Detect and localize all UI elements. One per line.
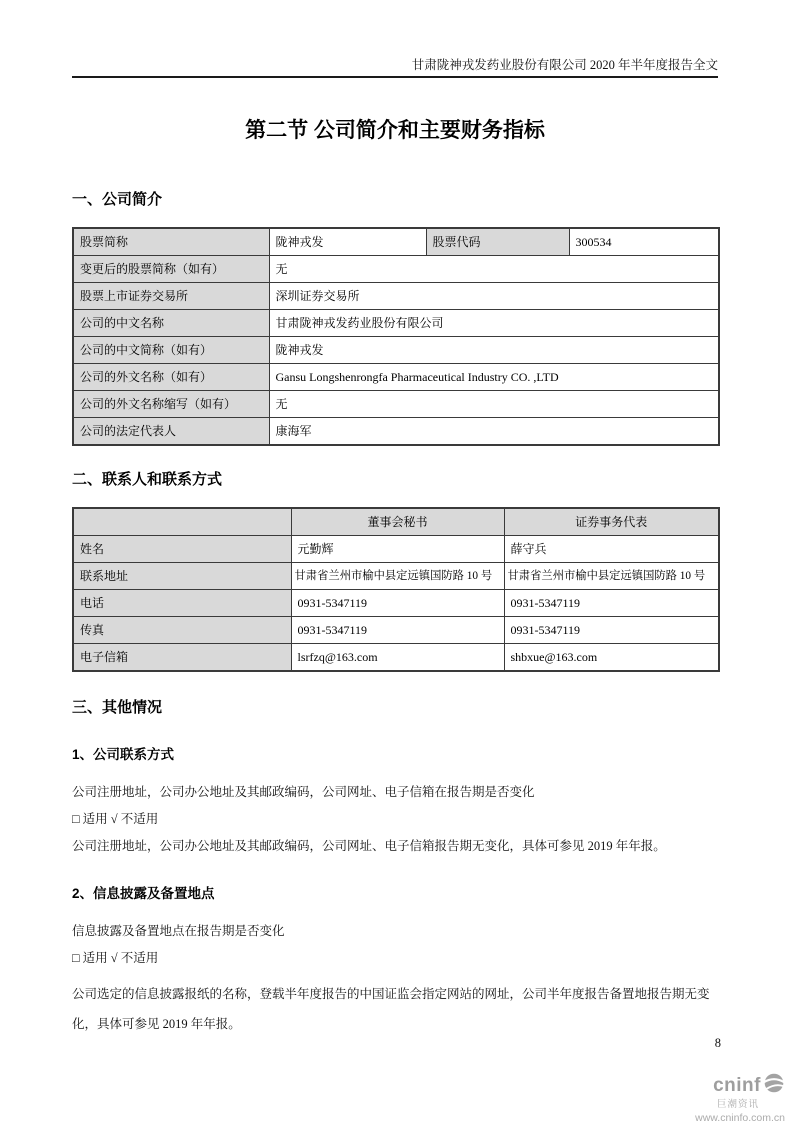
row-value: 康海军 bbox=[269, 418, 719, 446]
running-header-text: 甘肃陇神戎发药业股份有限公司 2020 年半年度报告全文 bbox=[411, 58, 718, 72]
secretary-value: 0931-5347119 bbox=[291, 590, 504, 617]
table-row bbox=[73, 644, 719, 672]
row-label: 变更后的股票简称（如有） bbox=[73, 256, 269, 283]
table-row bbox=[73, 310, 719, 337]
subsection-heading-disclosure: 2、信息披露及备置地点 bbox=[72, 886, 215, 901]
row-label: 公司的中文简称（如有） bbox=[73, 337, 269, 364]
table-row bbox=[73, 337, 719, 364]
page-number: 8 bbox=[714, 1036, 721, 1050]
stock-code-value: 300534 bbox=[569, 228, 719, 256]
row-value: 甘肃陇神戎发药业股份有限公司 bbox=[269, 310, 719, 337]
representative-value: 0931-5347119 bbox=[504, 590, 719, 617]
secretary-value: lsrfzq@163.com bbox=[291, 644, 504, 672]
table-row bbox=[73, 256, 719, 283]
running-header bbox=[72, 0, 718, 78]
representative-value: shbxue@163.com bbox=[504, 644, 719, 672]
table-row bbox=[73, 364, 719, 391]
table-header-row bbox=[73, 508, 719, 536]
row-value: 无 bbox=[269, 256, 719, 283]
secretary-value: 元勤辉 bbox=[291, 536, 504, 563]
row-label: 姓名 bbox=[73, 536, 291, 563]
question-text: 信息披露及备置地点在报告期是否变化 bbox=[72, 924, 285, 938]
section-heading-other: 三、其他情况 bbox=[72, 699, 163, 716]
cninfo-swirl-icon bbox=[763, 1072, 785, 1098]
secretary-value: 甘肃省兰州市榆中县定远镇国防路 10 号 bbox=[291, 563, 504, 590]
stock-name-value: 陇神戎发 bbox=[269, 228, 426, 256]
representative-value: 甘肃省兰州市榆中县定远镇国防路 10 号 bbox=[504, 563, 719, 590]
answer-text: 公司选定的信息披露报纸的名称，登载半年度报告的中国证监会指定网站的网址，公司半年度报告备置地报告期无变化，具体可参见 2019 年年报。 bbox=[72, 987, 710, 1031]
representative-value: 薛守兵 bbox=[504, 536, 719, 563]
cninfo-chinese-name: 巨潮资讯 bbox=[716, 1099, 759, 1110]
company-profile-table bbox=[72, 227, 720, 446]
cninfo-url: www.cninfo.com.cn bbox=[695, 1111, 785, 1122]
row-value: 深圳证券交易所 bbox=[269, 283, 719, 310]
applicability-line: □ 适用 √ 不适用 bbox=[72, 812, 159, 826]
representative-value: 0931-5347119 bbox=[504, 617, 719, 644]
row-label: 公司的法定代表人 bbox=[73, 418, 269, 446]
row-label: 电话 bbox=[73, 590, 291, 617]
section-heading-contacts: 二、联系人和联系方式 bbox=[72, 471, 223, 488]
row-label: 联系地址 bbox=[73, 563, 291, 590]
table-row bbox=[73, 563, 719, 590]
stock-code-label: 股票代码 bbox=[426, 228, 569, 256]
row-value: Gansu Longshenrongfa Pharmaceutical Industry CO. ,LTD bbox=[269, 364, 719, 391]
table-row bbox=[73, 391, 719, 418]
answer-text: 公司注册地址，公司办公地址及其邮政编码，公司网址、电子信箱报告期无变化，具体可参见 2019 年年报。 bbox=[72, 839, 666, 853]
cninfo-logo bbox=[655, 1072, 785, 1122]
row-label: 传真 bbox=[73, 617, 291, 644]
table-row bbox=[73, 617, 719, 644]
row-label: 公司的外文名称缩写（如有） bbox=[73, 391, 269, 418]
page-title: 第二节 公司简介和主要财务指标 bbox=[245, 119, 545, 142]
row-label: 公司的中文名称 bbox=[73, 310, 269, 337]
cninfo-brand-text: cninf bbox=[713, 1074, 761, 1096]
secretary-value: 0931-5347119 bbox=[291, 617, 504, 644]
table-row bbox=[73, 228, 719, 256]
table-row bbox=[73, 283, 719, 310]
contacts-header-empty-cell bbox=[73, 508, 291, 536]
row-value: 陇神戎发 bbox=[269, 337, 719, 364]
stock-name-label: 股票简称 bbox=[73, 228, 269, 256]
contacts-table bbox=[72, 507, 720, 672]
subsection-heading-contact-method: 1、公司联系方式 bbox=[72, 747, 175, 762]
table-row bbox=[73, 418, 719, 446]
applicability-line: □ 适用 √ 不适用 bbox=[72, 951, 159, 965]
question-text: 公司注册地址，公司办公地址及其邮政编码，公司网址、电子信箱在报告期是否变化 bbox=[72, 785, 535, 799]
row-label: 公司的外文名称（如有） bbox=[73, 364, 269, 391]
contacts-header-secretary: 董事会秘书 bbox=[291, 508, 504, 536]
table-row bbox=[73, 536, 719, 563]
row-label: 股票上市证券交易所 bbox=[73, 283, 269, 310]
contacts-header-representative: 证券事务代表 bbox=[504, 508, 719, 536]
row-value: 无 bbox=[269, 391, 719, 418]
row-label: 电子信箱 bbox=[73, 644, 291, 672]
section-heading-company-profile: 一、公司简介 bbox=[72, 191, 163, 208]
table-row bbox=[73, 590, 719, 617]
